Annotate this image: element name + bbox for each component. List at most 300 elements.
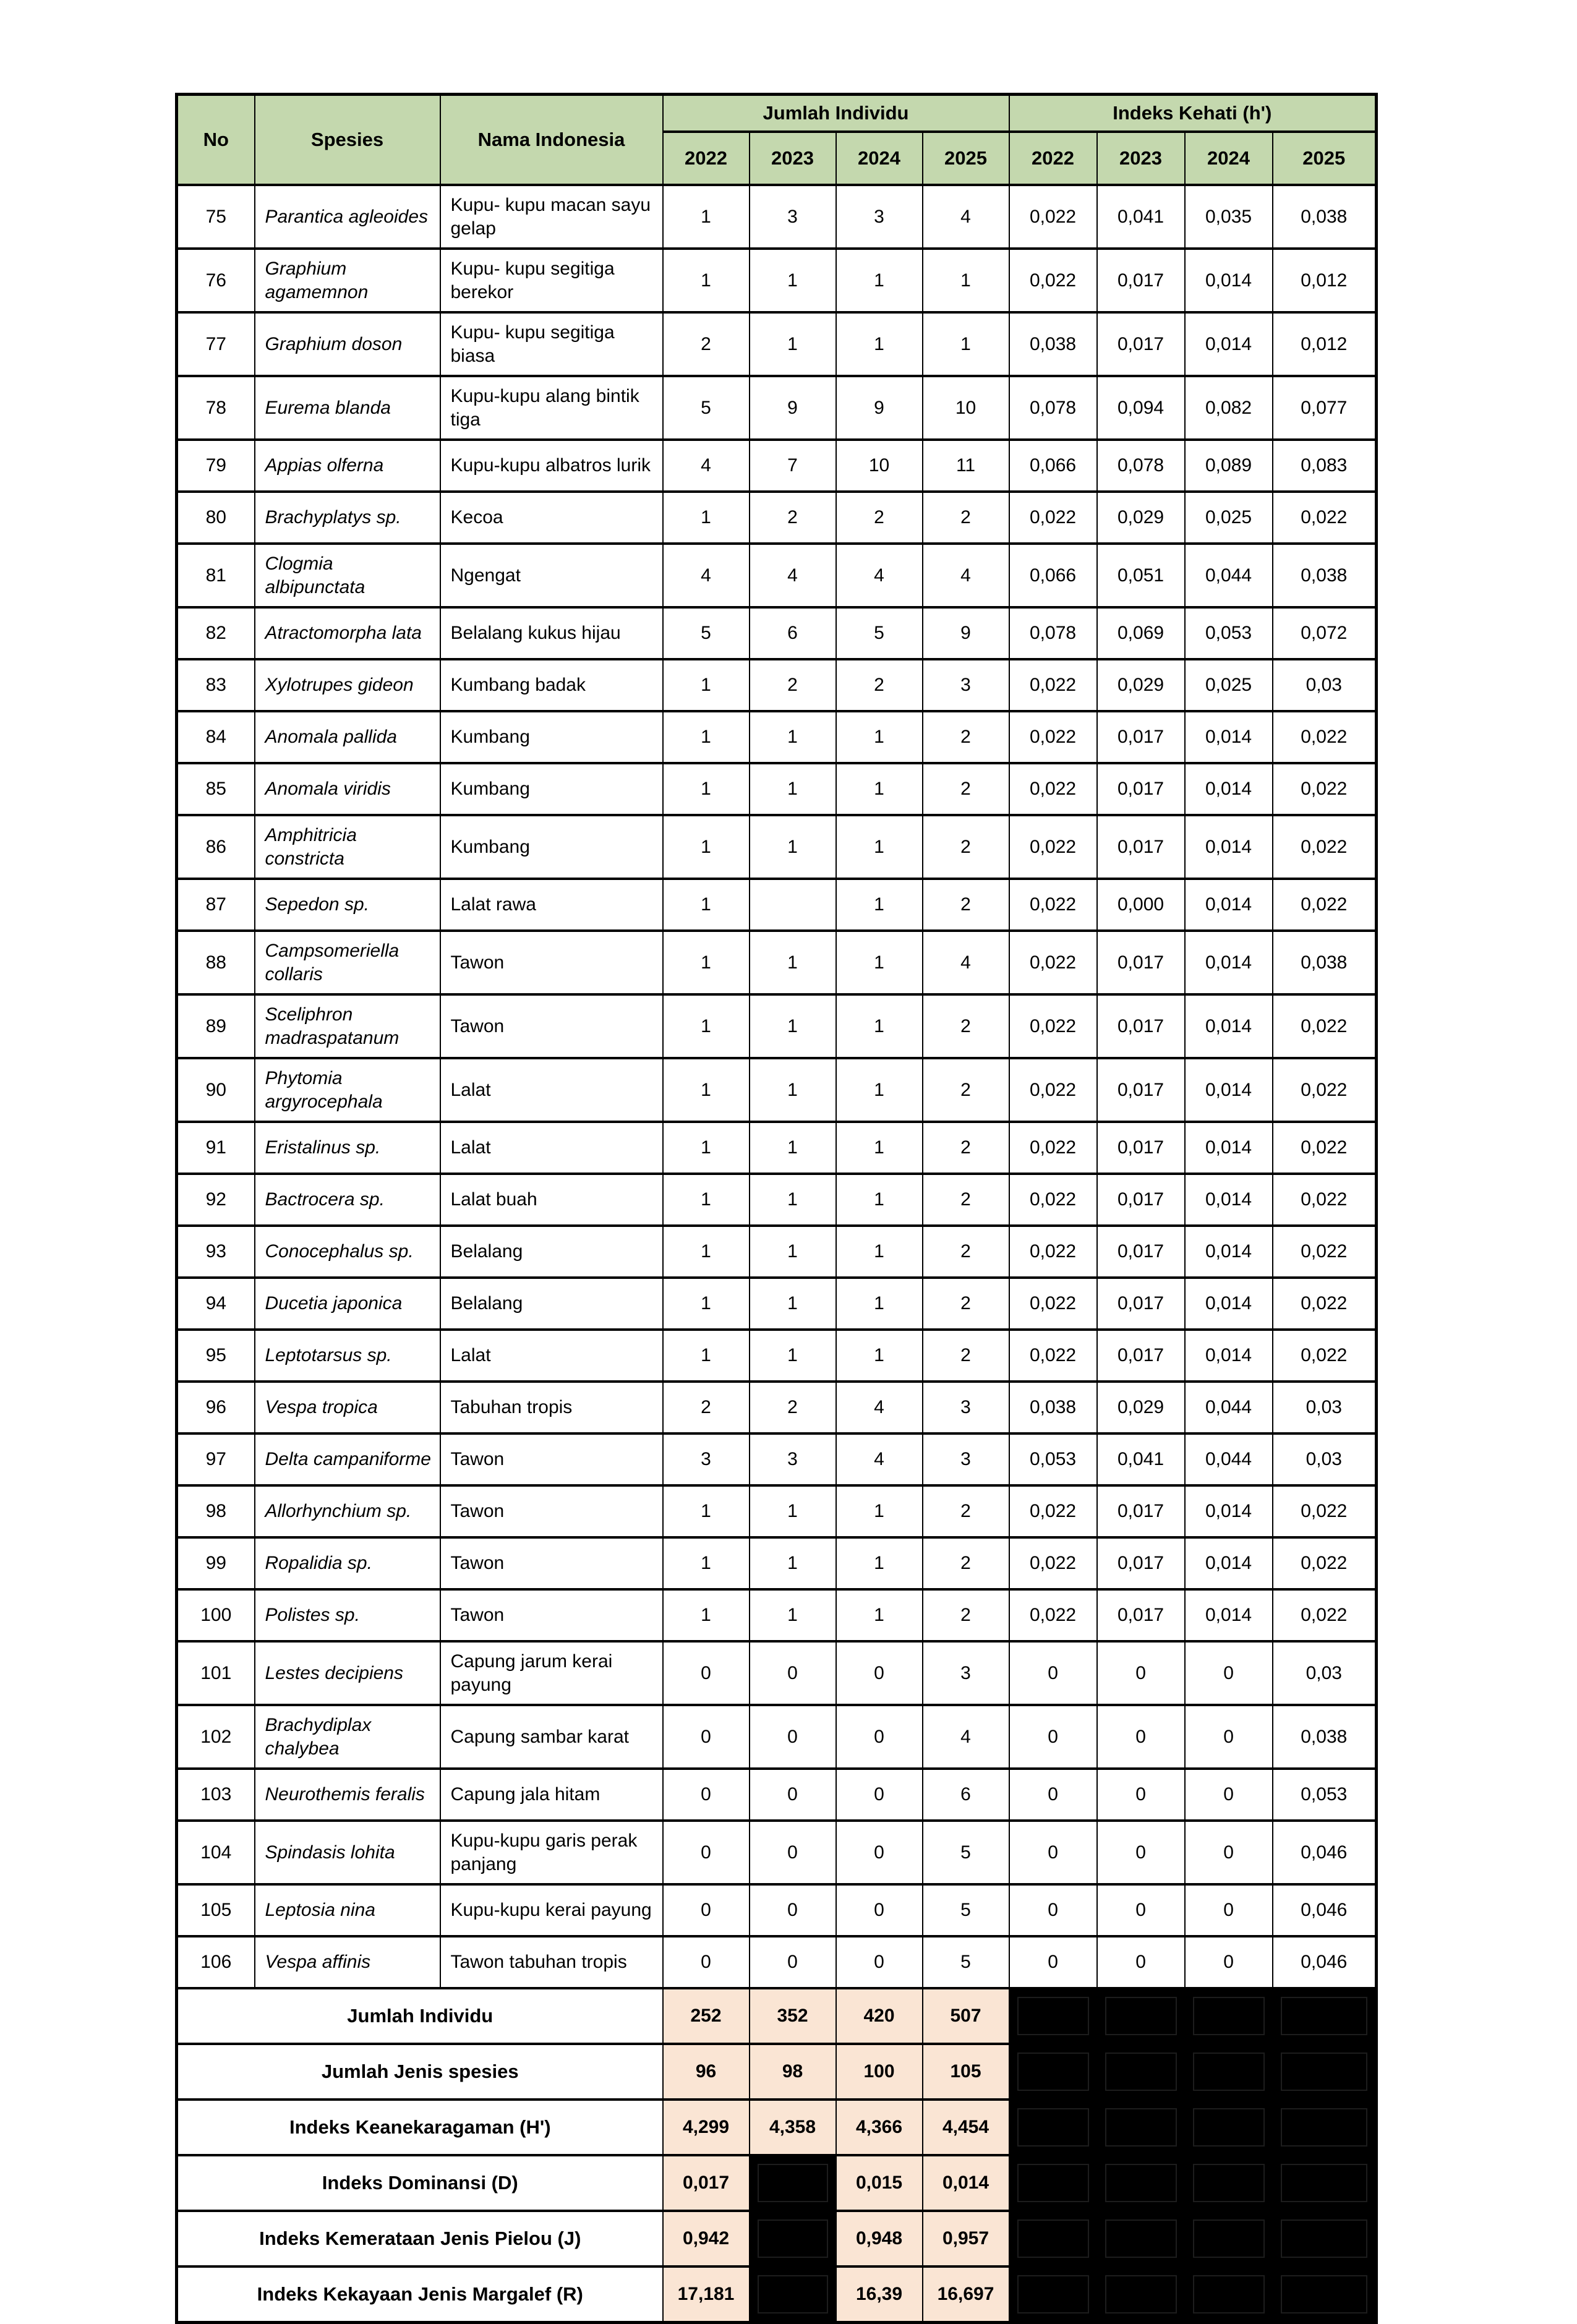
cell-nama-indonesia: Kupu-kupu albatros lurik [440, 440, 663, 492]
cell-jumlah-2022: 1 [663, 763, 750, 815]
cell-indeks-2022: 0,022 [1009, 1226, 1097, 1278]
cell-indeks-2024: 0 [1185, 1769, 1273, 1821]
cell-no: 82 [177, 607, 255, 659]
cell-indeks-2024: 0,082 [1185, 376, 1273, 440]
cell-jumlah-2025: 2 [923, 994, 1009, 1058]
cell-indeks-2023: 0,041 [1097, 185, 1185, 249]
cell-species-name: Graphium doson [255, 312, 440, 376]
cell-indeks-2023: 0,017 [1097, 931, 1185, 994]
cell-indeks-2023: 0,017 [1097, 815, 1185, 879]
cell-indeks-2025: 0,022 [1273, 1537, 1377, 1589]
cell-indeks-2023: 0,051 [1097, 544, 1185, 607]
cell-species-name: Atractomorpha lata [255, 607, 440, 659]
redacted-cell-indeks-2025 [1273, 2044, 1377, 2100]
cell-jumlah-2024: 10 [836, 440, 923, 492]
cell-jumlah-2023: 1 [750, 994, 836, 1058]
cell-indeks-2025: 0,022 [1273, 1589, 1377, 1641]
cell-species-name: Anomala viridis [255, 763, 440, 815]
cell-jumlah-2023: 2 [750, 659, 836, 711]
species-row-100 [177, 1589, 1377, 1641]
cell-nama-indonesia: Lalat buah [440, 1174, 663, 1226]
species-row-79 [177, 440, 1377, 492]
cell-no: 94 [177, 1278, 255, 1330]
redacted-cell-indeks-2022 [1009, 2155, 1097, 2211]
cell-indeks-2023: 0,017 [1097, 994, 1185, 1058]
cell-nama-indonesia: Kumbang [440, 815, 663, 879]
cell-no: 91 [177, 1122, 255, 1174]
cell-no: 106 [177, 1936, 255, 1988]
cell-indeks-2024: 0,053 [1185, 607, 1273, 659]
cell-indeks-2022: 0 [1009, 1936, 1097, 1988]
cell-jumlah-2024: 1 [836, 1330, 923, 1382]
cell-indeks-2024: 0,014 [1185, 249, 1273, 312]
redacted-cell-indeks-2025 [1273, 1988, 1377, 2044]
cell-jumlah-2024: 1 [836, 1589, 923, 1641]
cell-species-name: Conocephalus sp. [255, 1226, 440, 1278]
redacted-cell-indeks-2023 [1097, 1988, 1185, 2044]
cell-nama-indonesia: Kupu- kupu segitiga biasa [440, 312, 663, 376]
cell-no: 96 [177, 1382, 255, 1433]
cell-jumlah-2025: 2 [923, 1537, 1009, 1589]
cell-indeks-2025: 0,072 [1273, 607, 1377, 659]
species-row-105 [177, 1884, 1377, 1936]
cell-indeks-2023: 0 [1097, 1936, 1185, 1988]
cell-jumlah-2024: 1 [836, 249, 923, 312]
cell-species-name: Vespa tropica [255, 1382, 440, 1433]
cell-indeks-2024: 0,014 [1185, 312, 1273, 376]
cell-species-name: Parantica agleoides [255, 185, 440, 249]
cell-species-name: Leptosia nina [255, 1884, 440, 1936]
cell-indeks-2023: 0,029 [1097, 492, 1185, 544]
redacted-cell-indeks-2024 [1185, 2044, 1273, 2100]
summary-value-2024: 0,948 [836, 2211, 923, 2266]
summary-value-2022: 96 [663, 2044, 750, 2100]
cell-indeks-2025: 0,046 [1273, 1821, 1377, 1884]
cell-nama-indonesia: Kumbang badak [440, 659, 663, 711]
cell-jumlah-2024: 0 [836, 1936, 923, 1988]
cell-indeks-2025: 0,022 [1273, 1485, 1377, 1537]
cell-jumlah-2023: 1 [750, 312, 836, 376]
cell-no: 75 [177, 185, 255, 249]
cell-indeks-2025: 0,046 [1273, 1936, 1377, 1988]
cell-jumlah-2022: 0 [663, 1641, 750, 1705]
cell-indeks-2022: 0,022 [1009, 1122, 1097, 1174]
cell-jumlah-2024: 9 [836, 376, 923, 440]
summary-label: Indeks Kemerataan Jenis Pielou (J) [177, 2211, 663, 2266]
species-row-80 [177, 492, 1377, 544]
year-header-jumlah-2024: 2024 [836, 132, 923, 185]
cell-no: 80 [177, 492, 255, 544]
cell-jumlah-2024: 0 [836, 1821, 923, 1884]
year-header-indeks-2023: 2023 [1097, 132, 1185, 185]
cell-indeks-2025: 0,077 [1273, 376, 1377, 440]
cell-species-name: Amphitricia constricta [255, 815, 440, 879]
cell-jumlah-2023: 0 [750, 1641, 836, 1705]
cell-jumlah-2025: 1 [923, 249, 1009, 312]
cell-indeks-2025: 0,083 [1273, 440, 1377, 492]
cell-jumlah-2025: 4 [923, 185, 1009, 249]
cell-jumlah-2025: 11 [923, 440, 1009, 492]
cell-indeks-2023: 0,094 [1097, 376, 1185, 440]
cell-indeks-2023: 0,017 [1097, 1122, 1185, 1174]
cell-species-name: Vespa affinis [255, 1936, 440, 1988]
cell-indeks-2022: 0 [1009, 1641, 1097, 1705]
cell-jumlah-2025: 2 [923, 1122, 1009, 1174]
cell-jumlah-2024: 0 [836, 1641, 923, 1705]
species-row-97 [177, 1433, 1377, 1485]
redacted-cell-indeks-2024 [1185, 2211, 1273, 2266]
cell-indeks-2024: 0,014 [1185, 1122, 1273, 1174]
summary-row [177, 2155, 1377, 2211]
cell-jumlah-2023: 7 [750, 440, 836, 492]
cell-jumlah-2025: 2 [923, 492, 1009, 544]
cell-no: 86 [177, 815, 255, 879]
year-header-jumlah-2022: 2022 [663, 132, 750, 185]
cell-jumlah-2024: 5 [836, 607, 923, 659]
cell-jumlah-2024: 1 [836, 312, 923, 376]
cell-nama-indonesia: Capung jala hitam [440, 1769, 663, 1821]
cell-indeks-2023: 0 [1097, 1821, 1185, 1884]
cell-indeks-2022: 0 [1009, 1705, 1097, 1769]
cell-indeks-2023: 0,017 [1097, 1485, 1185, 1537]
redacted-cell-indeks-2022 [1009, 2266, 1097, 2323]
cell-indeks-2023: 0 [1097, 1641, 1185, 1705]
cell-indeks-2023: 0,017 [1097, 1226, 1185, 1278]
cell-nama-indonesia: Belalang kukus hijau [440, 607, 663, 659]
cell-nama-indonesia: Lalat [440, 1058, 663, 1122]
column-header-spesies: Spesies [255, 95, 440, 186]
summary-row [177, 1988, 1377, 2044]
cell-jumlah-2024: 1 [836, 994, 923, 1058]
cell-jumlah-2022: 1 [663, 1330, 750, 1382]
cell-nama-indonesia: Kecoa [440, 492, 663, 544]
summary-value-2024: 420 [836, 1988, 923, 2044]
summary-value-2025: 507 [923, 1988, 1009, 2044]
cell-jumlah-2022: 1 [663, 711, 750, 763]
cell-no: 78 [177, 376, 255, 440]
cell-indeks-2024: 0,044 [1185, 1382, 1273, 1433]
cell-indeks-2025: 0,03 [1273, 1433, 1377, 1485]
summary-value-2022: 0,017 [663, 2155, 750, 2211]
cell-no: 104 [177, 1821, 255, 1884]
cell-jumlah-2022: 2 [663, 1382, 750, 1433]
cell-indeks-2025: 0,046 [1273, 1884, 1377, 1936]
summary-value-2023: 98 [750, 2044, 836, 2100]
cell-indeks-2025: 0,038 [1273, 931, 1377, 994]
summary-value-2023: 352 [750, 1988, 836, 2044]
cell-jumlah-2025: 2 [923, 1058, 1009, 1122]
cell-jumlah-2024: 0 [836, 1884, 923, 1936]
cell-no: 97 [177, 1433, 255, 1485]
cell-species-name: Ducetia japonica [255, 1278, 440, 1330]
cell-jumlah-2023: 1 [750, 1589, 836, 1641]
species-row-85 [177, 763, 1377, 815]
cell-indeks-2025: 0,022 [1273, 1122, 1377, 1174]
cell-indeks-2025: 0,022 [1273, 1226, 1377, 1278]
cell-jumlah-2025: 2 [923, 1278, 1009, 1330]
redacted-cell-jumlah-2023 [750, 2211, 836, 2266]
cell-indeks-2022: 0,022 [1009, 1330, 1097, 1382]
cell-no: 88 [177, 931, 255, 994]
summary-value-2024: 100 [836, 2044, 923, 2100]
cell-indeks-2025: 0,038 [1273, 185, 1377, 249]
cell-indeks-2025: 0,022 [1273, 1174, 1377, 1226]
summary-label: Jumlah Jenis spesies [177, 2044, 663, 2100]
summary-value-2022: 0,942 [663, 2211, 750, 2266]
cell-indeks-2023: 0,017 [1097, 1278, 1185, 1330]
cell-nama-indonesia: Kupu- kupu macan sayu gelap [440, 185, 663, 249]
cell-jumlah-2023: 0 [750, 1936, 836, 1988]
cell-indeks-2024: 0,014 [1185, 931, 1273, 994]
cell-species-name: Lestes decipiens [255, 1641, 440, 1705]
species-row-88 [177, 931, 1377, 994]
cell-indeks-2024: 0,044 [1185, 1433, 1273, 1485]
summary-row [177, 2044, 1377, 2100]
cell-jumlah-2024: 4 [836, 1433, 923, 1485]
year-header-jumlah-2023: 2023 [750, 132, 836, 185]
cell-indeks-2025: 0,012 [1273, 312, 1377, 376]
cell-species-name: Appias olferna [255, 440, 440, 492]
cell-indeks-2023: 0,041 [1097, 1433, 1185, 1485]
redacted-cell-indeks-2024 [1185, 2155, 1273, 2211]
cell-jumlah-2023: 2 [750, 1382, 836, 1433]
species-diversity-table [175, 93, 1378, 2324]
summary-row [177, 2211, 1377, 2266]
cell-no: 98 [177, 1485, 255, 1537]
cell-indeks-2022: 0,022 [1009, 711, 1097, 763]
cell-jumlah-2023: 1 [750, 931, 836, 994]
cell-indeks-2025: 0,022 [1273, 1330, 1377, 1382]
species-row-76 [177, 249, 1377, 312]
redacted-cell-indeks-2024 [1185, 2100, 1273, 2155]
species-diversity-table-wrap [175, 93, 1375, 2324]
species-row-98 [177, 1485, 1377, 1537]
redacted-cell-indeks-2022 [1009, 2211, 1097, 2266]
cell-indeks-2023: 0,029 [1097, 659, 1185, 711]
cell-indeks-2022: 0,022 [1009, 1485, 1097, 1537]
redacted-cell-indeks-2023 [1097, 2100, 1185, 2155]
summary-label: Indeks Dominansi (D) [177, 2155, 663, 2211]
cell-indeks-2024: 0,014 [1185, 879, 1273, 931]
cell-jumlah-2025: 5 [923, 1936, 1009, 1988]
cell-indeks-2022: 0,022 [1009, 815, 1097, 879]
cell-jumlah-2024: 1 [836, 1122, 923, 1174]
cell-species-name: Eurema blanda [255, 376, 440, 440]
summary-value-2024: 16,39 [836, 2266, 923, 2323]
cell-jumlah-2022: 1 [663, 994, 750, 1058]
cell-jumlah-2022: 0 [663, 1936, 750, 1988]
cell-indeks-2023: 0,017 [1097, 1589, 1185, 1641]
redacted-cell-indeks-2023 [1097, 2155, 1185, 2211]
cell-jumlah-2024: 0 [836, 1769, 923, 1821]
cell-indeks-2024: 0,014 [1185, 711, 1273, 763]
species-row-101 [177, 1641, 1377, 1705]
redacted-cell-indeks-2022 [1009, 2044, 1097, 2100]
cell-indeks-2023: 0 [1097, 1705, 1185, 1769]
cell-indeks-2022: 0,022 [1009, 763, 1097, 815]
cell-jumlah-2022: 2 [663, 312, 750, 376]
cell-jumlah-2022: 5 [663, 607, 750, 659]
cell-indeks-2024: 0,014 [1185, 1174, 1273, 1226]
cell-no: 100 [177, 1589, 255, 1641]
cell-jumlah-2023: 2 [750, 492, 836, 544]
cell-indeks-2025: 0,022 [1273, 763, 1377, 815]
cell-indeks-2024: 0,014 [1185, 1537, 1273, 1589]
cell-indeks-2022: 0,078 [1009, 607, 1097, 659]
cell-nama-indonesia: Kupu-kupu alang bintik tiga [440, 376, 663, 440]
redacted-cell-indeks-2025 [1273, 2100, 1377, 2155]
cell-indeks-2025: 0,03 [1273, 1641, 1377, 1705]
cell-jumlah-2025: 10 [923, 376, 1009, 440]
cell-indeks-2024: 0 [1185, 1884, 1273, 1936]
cell-jumlah-2022: 1 [663, 185, 750, 249]
cell-indeks-2024: 0,014 [1185, 1278, 1273, 1330]
cell-indeks-2025: 0,022 [1273, 1278, 1377, 1330]
cell-species-name: Sceliphron madraspatanum [255, 994, 440, 1058]
cell-nama-indonesia: Lalat rawa [440, 879, 663, 931]
cell-jumlah-2025: 2 [923, 1589, 1009, 1641]
cell-indeks-2025: 0,012 [1273, 249, 1377, 312]
cell-no: 84 [177, 711, 255, 763]
cell-indeks-2023: 0,017 [1097, 312, 1185, 376]
cell-indeks-2024: 0,014 [1185, 1226, 1273, 1278]
cell-species-name: Clogmia albipunctata [255, 544, 440, 607]
year-header-indeks-2024: 2024 [1185, 132, 1273, 185]
cell-nama-indonesia: Belalang [440, 1278, 663, 1330]
cell-no: 89 [177, 994, 255, 1058]
cell-jumlah-2024: 1 [836, 711, 923, 763]
summary-value-2025: 4,454 [923, 2100, 1009, 2155]
cell-indeks-2025: 0,053 [1273, 1769, 1377, 1821]
cell-nama-indonesia: Tawon [440, 994, 663, 1058]
cell-indeks-2024: 0 [1185, 1936, 1273, 1988]
cell-jumlah-2022: 1 [663, 1174, 750, 1226]
species-row-75 [177, 185, 1377, 249]
cell-jumlah-2024: 4 [836, 1382, 923, 1433]
cell-indeks-2023: 0,000 [1097, 879, 1185, 931]
cell-jumlah-2025: 2 [923, 1174, 1009, 1226]
cell-no: 87 [177, 879, 255, 931]
cell-jumlah-2023: 1 [750, 1330, 836, 1382]
cell-jumlah-2024: 1 [836, 1226, 923, 1278]
cell-no: 93 [177, 1226, 255, 1278]
cell-indeks-2022: 0 [1009, 1884, 1097, 1936]
cell-indeks-2024: 0,035 [1185, 185, 1273, 249]
cell-species-name: Sepedon sp. [255, 879, 440, 931]
cell-species-name: Campsomeriella collaris [255, 931, 440, 994]
cell-indeks-2022: 0 [1009, 1821, 1097, 1884]
summary-value-2025: 0,014 [923, 2155, 1009, 2211]
cell-indeks-2025: 0,038 [1273, 1705, 1377, 1769]
species-row-84 [177, 711, 1377, 763]
species-row-89 [177, 994, 1377, 1058]
cell-indeks-2024: 0,014 [1185, 815, 1273, 879]
cell-indeks-2023: 0,078 [1097, 440, 1185, 492]
cell-jumlah-2022: 3 [663, 1433, 750, 1485]
summary-value-2025: 0,957 [923, 2211, 1009, 2266]
cell-jumlah-2022: 0 [663, 1884, 750, 1936]
summary-value-2025: 105 [923, 2044, 1009, 2100]
cell-nama-indonesia: Kumbang [440, 763, 663, 815]
cell-indeks-2025: 0,022 [1273, 994, 1377, 1058]
cell-nama-indonesia: Lalat [440, 1122, 663, 1174]
cell-indeks-2022: 0,022 [1009, 659, 1097, 711]
cell-species-name: Brachydiplax chalybea [255, 1705, 440, 1769]
year-header-indeks-2022: 2022 [1009, 132, 1097, 185]
cell-jumlah-2023: 1 [750, 763, 836, 815]
species-row-103 [177, 1769, 1377, 1821]
cell-jumlah-2023: 1 [750, 711, 836, 763]
cell-jumlah-2025: 4 [923, 1705, 1009, 1769]
species-row-94 [177, 1278, 1377, 1330]
cell-nama-indonesia: Kupu-kupu kerai payung [440, 1884, 663, 1936]
cell-jumlah-2025: 4 [923, 544, 1009, 607]
redacted-cell-indeks-2023 [1097, 2266, 1185, 2323]
cell-nama-indonesia: Tawon [440, 1485, 663, 1537]
cell-jumlah-2022: 1 [663, 1122, 750, 1174]
cell-jumlah-2025: 3 [923, 1382, 1009, 1433]
cell-species-name: Spindasis lohita [255, 1821, 440, 1884]
species-row-77 [177, 312, 1377, 376]
species-row-91 [177, 1122, 1377, 1174]
year-header-jumlah-2025: 2025 [923, 132, 1009, 185]
cell-species-name: Bactrocera sp. [255, 1174, 440, 1226]
cell-nama-indonesia: Tawon [440, 1589, 663, 1641]
cell-indeks-2023: 0,017 [1097, 1537, 1185, 1589]
cell-jumlah-2024: 1 [836, 815, 923, 879]
cell-indeks-2023: 0 [1097, 1769, 1185, 1821]
column-header-no: No [177, 95, 255, 186]
cell-jumlah-2022: 0 [663, 1821, 750, 1884]
cell-indeks-2025: 0,03 [1273, 659, 1377, 711]
summary-value-2022: 252 [663, 1988, 750, 2044]
redacted-cell-indeks-2025 [1273, 2211, 1377, 2266]
species-row-92 [177, 1174, 1377, 1226]
cell-jumlah-2023: 0 [750, 1821, 836, 1884]
cell-nama-indonesia: Capung sambar karat [440, 1705, 663, 1769]
species-row-95 [177, 1330, 1377, 1382]
cell-indeks-2022: 0,022 [1009, 185, 1097, 249]
cell-no: 81 [177, 544, 255, 607]
cell-jumlah-2025: 6 [923, 1769, 1009, 1821]
cell-indeks-2024: 0,014 [1185, 1330, 1273, 1382]
species-row-78 [177, 376, 1377, 440]
redacted-cell-indeks-2025 [1273, 2155, 1377, 2211]
cell-jumlah-2023: 3 [750, 1433, 836, 1485]
redacted-cell-jumlah-2023 [750, 2266, 836, 2323]
cell-species-name: Ropalidia sp. [255, 1537, 440, 1589]
cell-indeks-2023: 0,017 [1097, 1058, 1185, 1122]
species-row-104 [177, 1821, 1377, 1884]
table-header [177, 95, 1377, 186]
cell-no: 102 [177, 1705, 255, 1769]
cell-jumlah-2024: 1 [836, 1485, 923, 1537]
cell-indeks-2022: 0,022 [1009, 1537, 1097, 1589]
cell-no: 92 [177, 1174, 255, 1226]
species-row-87 [177, 879, 1377, 931]
table-body [177, 185, 1377, 2323]
cell-species-name: Brachyplatys sp. [255, 492, 440, 544]
cell-indeks-2023: 0,017 [1097, 249, 1185, 312]
cell-jumlah-2025: 2 [923, 815, 1009, 879]
cell-indeks-2025: 0,022 [1273, 492, 1377, 544]
species-row-106 [177, 1936, 1377, 1988]
cell-nama-indonesia: Tawon [440, 1433, 663, 1485]
species-row-82 [177, 607, 1377, 659]
cell-jumlah-2023: 1 [750, 1485, 836, 1537]
cell-no: 83 [177, 659, 255, 711]
cell-jumlah-2024: 1 [836, 1537, 923, 1589]
